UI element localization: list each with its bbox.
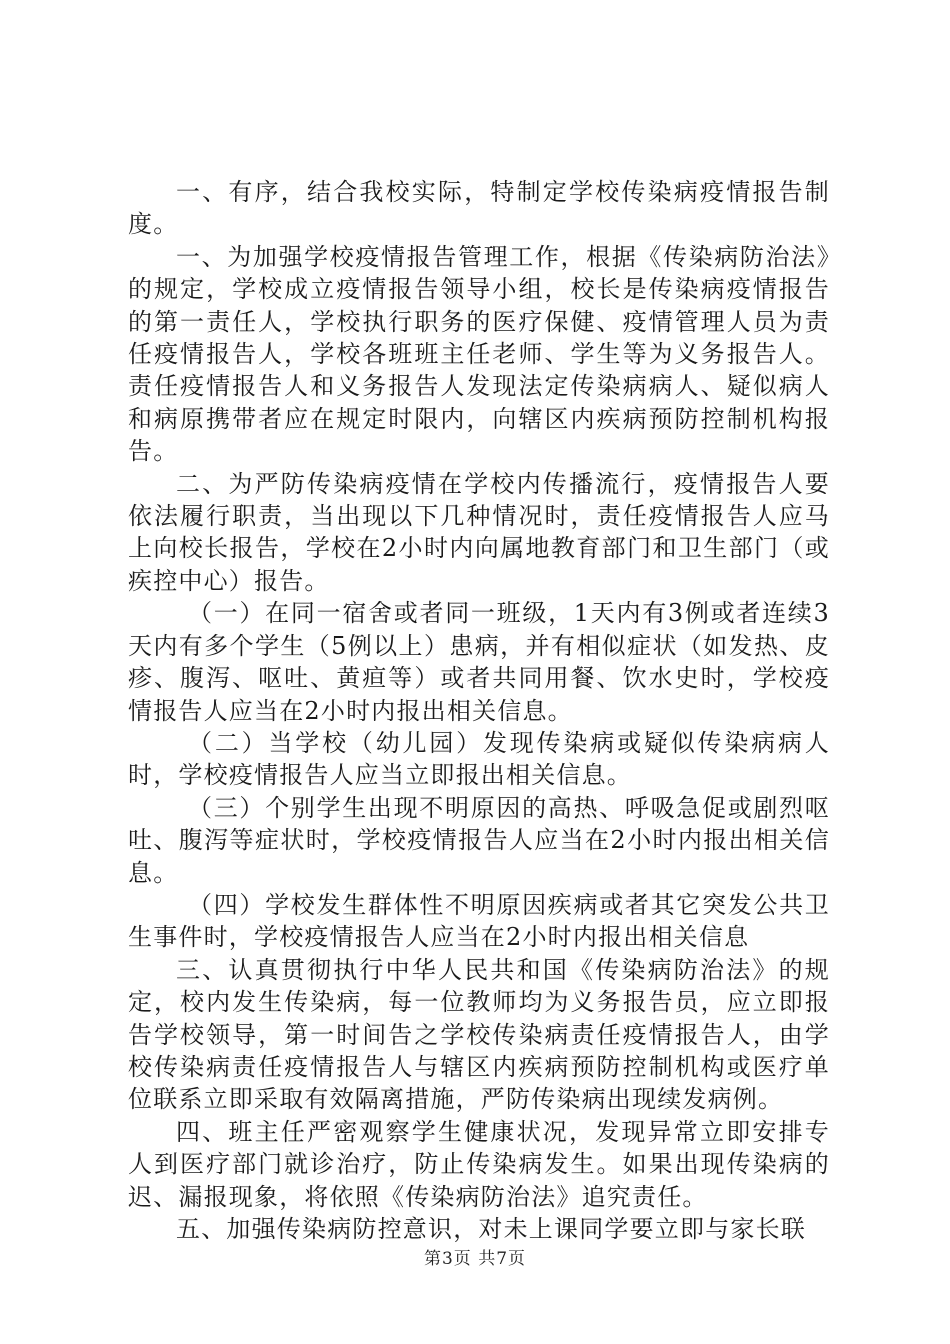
document-body	[128, 176, 830, 1245]
paragraph-item-1: 一、为加强学校疫情报告管理工作，根据《传染病防治法》的规定，学校成立疫情报告领导小组，校长是传染病疫情报告的第一责任人，学校执行职务的医疗保健、疫情管理人员为责任疫情报告人，学校各班班主任老师、学生等为义务报告人。责任疫情报告人和义务报告人发现法定传染病病人、疑似病人和病原携带者应在规定时限内，向辖区内疾病预防控制机构报告。	[128, 242, 830, 466]
paragraph-subitem-1: （一）在同一宿舍或者同一班级，1天内有3例或者连续3天内有多个学生（5例以上）患病，并有相似症状（如发热、皮疹、腹泻、呕吐、黄疸等）或者共同用餐、饮水史时，学校疫情报告人应当在2小时内报出相关信息。	[128, 599, 830, 725]
paragraph-subitem-2: （二）当学校（幼儿园）发现传染病或疑似传染病病人时，学校疫情报告人应当立即报出相关信息。	[128, 728, 830, 790]
paragraph-item-3: 三、认真贯彻执行中华人民共和国《传染病防治法》的规定，校内发生传染病，每一位教师均为义务报告员，应立即报告学校领导，第一时间告之学校传染病责任疫情报告人，由学校传染病责任疫情报告人与辖区内疾病预防控制机构或医疗单位联系立即采取有效隔离措施，严防传染病出现续发病例。	[128, 955, 830, 1114]
paragraph-subitem-3: （三）个别学生出现不明原因的高热、呼吸急促或剧烈呕吐、腹泻等症状时，学校疫情报告人应当在2小时内报出相关信息。	[128, 793, 830, 887]
page-number-footer: 第3页 共7页	[423, 1249, 527, 1269]
paragraph-item-5: 五、加强传染病防控意识，对未上课同学要立即与家长联	[176, 1215, 806, 1243]
paragraph-item-2: 二、为严防传染病疫情在学校内传播流行，疫情报告人要依法履行职责，当出现以下几种情况时，责任疫情报告人应马上向校长报告，学校在2小时内向属地教育部门和卫生部门（或疾控中心）报告。	[128, 469, 830, 595]
paragraph-intro: 一、有序，结合我校实际，特制定学校传染病疫情报告制度。	[128, 178, 830, 239]
paragraph-subitem-4: （四）学校发生群体性不明原因疾病或者其它突发公共卫生事件时，学校疫情报告人应当在2小时内报出相关信息	[128, 890, 830, 952]
paragraph-item-4: 四、班主任严密观察学生健康状况，发现异常立即安排专人到医疗部门就诊治疗，防止传染病发生。如果出现传染病的迟、漏报现象，将依照《传染病防治法》追究责任。	[128, 1117, 830, 1211]
